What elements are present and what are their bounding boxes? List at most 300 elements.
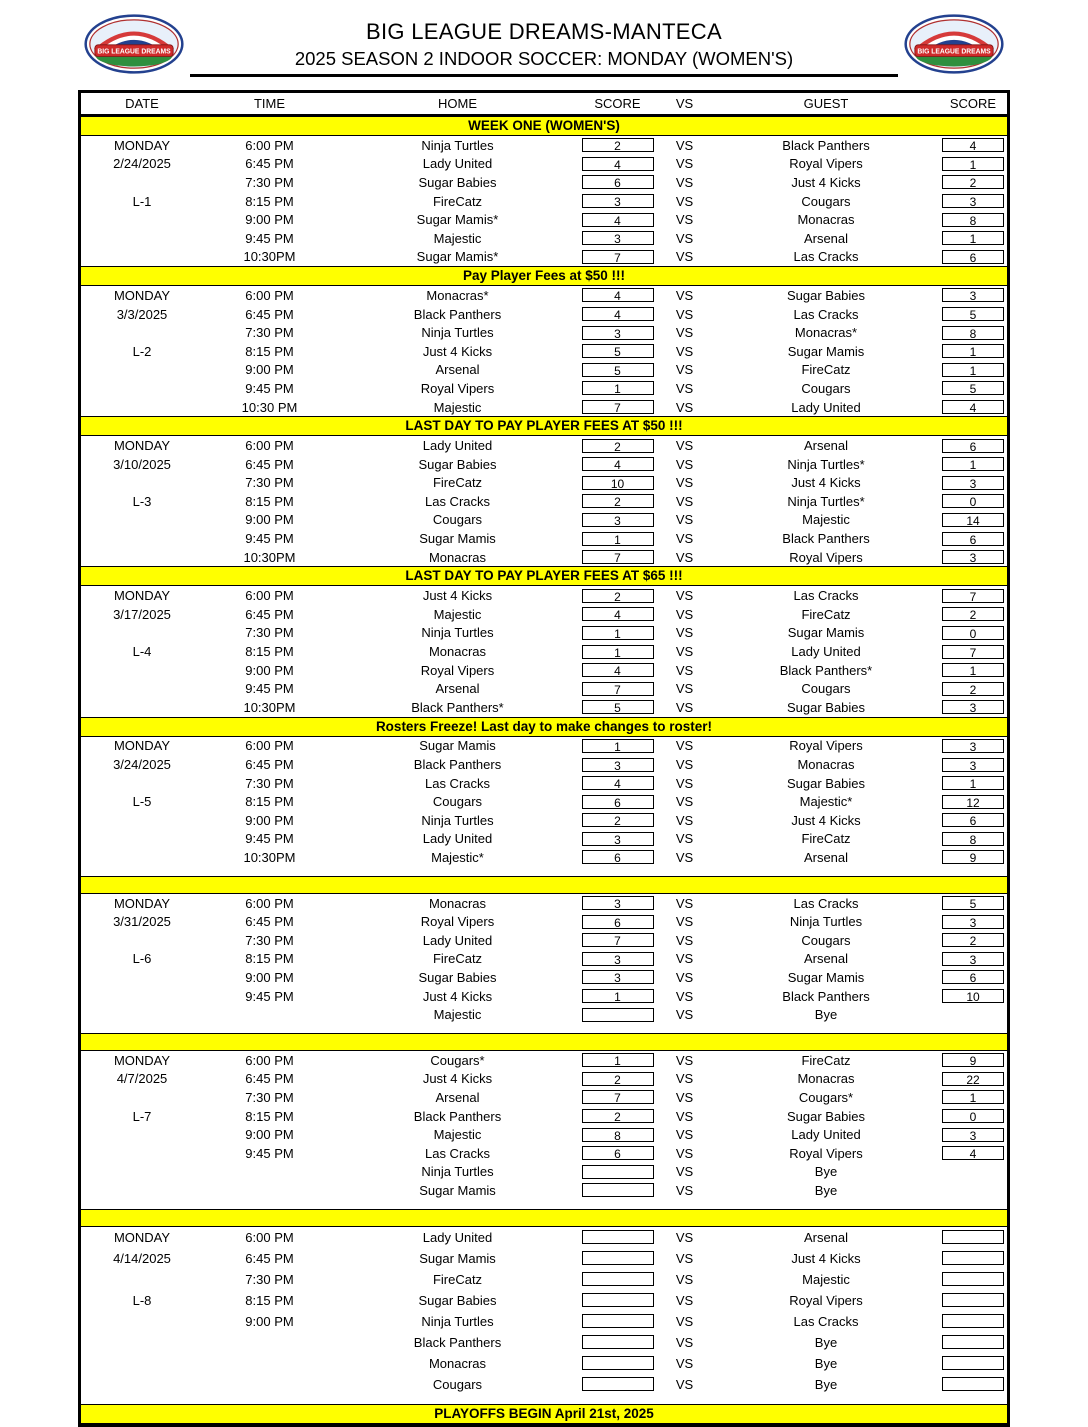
spacer-row bbox=[81, 1200, 1007, 1209]
guest-score-cell bbox=[939, 532, 1007, 546]
home-score-box bbox=[582, 1165, 654, 1179]
date-cell: MONDAY bbox=[113, 137, 171, 153]
guest-score-box: 5 bbox=[942, 307, 1004, 321]
date-cell: MONDAY bbox=[113, 588, 171, 604]
spacer-row bbox=[81, 867, 1007, 876]
home-score-cell bbox=[579, 513, 656, 527]
time-cell: 6:00 PM bbox=[245, 287, 294, 303]
guest-score-cell bbox=[939, 138, 1007, 152]
game-row bbox=[81, 661, 1007, 680]
spacer-row bbox=[81, 1024, 1007, 1033]
col-header-guest: GUEST bbox=[803, 96, 849, 111]
home-team: Las Cracks bbox=[424, 493, 491, 509]
home-score-box: 2 bbox=[582, 1109, 654, 1123]
home-team: Royal Vipers bbox=[420, 662, 495, 678]
home-score-cell bbox=[579, 1251, 656, 1265]
guest-team: Royal Vipers bbox=[789, 1145, 863, 1161]
date-cell: 4/14/2025 bbox=[113, 1250, 171, 1266]
game-row bbox=[81, 155, 1007, 174]
home-score-box: 3 bbox=[582, 513, 654, 527]
home-score-box bbox=[582, 1314, 654, 1328]
time-cell: 6:45 PM bbox=[245, 757, 294, 773]
vs-label: VS bbox=[675, 1052, 694, 1068]
vs-label: VS bbox=[675, 193, 694, 209]
home-score-cell bbox=[579, 400, 656, 414]
guest-score-box: 14 bbox=[942, 513, 1004, 527]
guest-score-box bbox=[942, 1251, 1004, 1265]
date-cell: 3/10/2025 bbox=[113, 456, 171, 472]
home-score-cell bbox=[579, 1008, 656, 1022]
guest-score-cell bbox=[939, 700, 1007, 714]
home-score-cell bbox=[579, 850, 656, 864]
home-score-cell bbox=[579, 970, 656, 984]
home-team: Royal Vipers bbox=[420, 380, 495, 396]
home-team: Black Panthers* bbox=[411, 699, 504, 715]
time-cell: 9:00 PM bbox=[245, 662, 294, 678]
date-cell: L-4 bbox=[132, 644, 152, 660]
time-cell: 8:15 PM bbox=[245, 794, 294, 810]
vs-label: VS bbox=[675, 325, 694, 341]
home-score-box: 7 bbox=[582, 682, 654, 696]
guest-team: Sugar Babies bbox=[786, 1108, 866, 1124]
game-row bbox=[81, 136, 1007, 155]
guest-score-cell bbox=[939, 288, 1007, 302]
vs-label: VS bbox=[675, 914, 694, 930]
vs-label: VS bbox=[675, 512, 694, 528]
playoffs-banner: PLAYOFFS BEGIN April 21st, 2025 bbox=[81, 1404, 1007, 1424]
vs-label: VS bbox=[675, 988, 694, 1004]
time-cell: 8:15 PM bbox=[245, 644, 294, 660]
guest-team: Arsenal bbox=[803, 849, 849, 865]
home-team: Sugar Babies bbox=[418, 174, 497, 190]
home-team: Just 4 Kicks bbox=[422, 588, 493, 604]
guest-team: Just 4 Kicks bbox=[791, 1250, 861, 1266]
guest-team: Monacras bbox=[797, 757, 855, 773]
guest-score-cell bbox=[939, 607, 1007, 621]
date-cell: L-7 bbox=[132, 1108, 152, 1124]
guest-score-box bbox=[942, 1230, 1004, 1244]
home-score-box: 2 bbox=[582, 439, 654, 453]
home-score-cell bbox=[579, 363, 656, 377]
empty-banner bbox=[81, 1033, 1007, 1051]
guest-score-cell bbox=[939, 896, 1007, 910]
time-cell: 6:00 PM bbox=[245, 1052, 294, 1068]
home-team: Ninja Turtles bbox=[421, 812, 494, 828]
time-cell: 6:00 PM bbox=[245, 1229, 294, 1245]
date-cell: MONDAY bbox=[113, 438, 171, 454]
guest-score-box: 3 bbox=[942, 758, 1004, 772]
game-row bbox=[81, 1374, 1007, 1395]
col-header-guest-score: SCORE bbox=[949, 96, 997, 111]
guest-score-box: 7 bbox=[942, 645, 1004, 659]
time-cell: 6:45 PM bbox=[245, 1071, 294, 1087]
home-team: Cougars bbox=[432, 1376, 483, 1392]
home-team: Sugar Mamis bbox=[419, 738, 496, 754]
game-row bbox=[81, 774, 1007, 793]
vs-label: VS bbox=[675, 1007, 694, 1023]
home-score-box: 4 bbox=[582, 607, 654, 621]
guest-score-cell bbox=[939, 1314, 1007, 1328]
home-score-box: 1 bbox=[582, 645, 654, 659]
guest-score-box: 8 bbox=[942, 832, 1004, 846]
game-row bbox=[81, 1332, 1007, 1353]
vs-label: VS bbox=[675, 831, 694, 847]
home-score-box: 1 bbox=[582, 626, 654, 640]
home-score-cell bbox=[579, 682, 656, 696]
guest-score-cell bbox=[939, 513, 1007, 527]
guest-score-box: 9 bbox=[942, 1053, 1004, 1067]
home-score-cell bbox=[579, 952, 656, 966]
guest-score-box: 6 bbox=[942, 970, 1004, 984]
guest-score-cell bbox=[939, 381, 1007, 395]
guest-team: Arsenal bbox=[803, 951, 849, 967]
home-team: Black Panthers bbox=[413, 306, 502, 322]
time-cell: 8:15 PM bbox=[245, 951, 294, 967]
vs-label: VS bbox=[675, 212, 694, 228]
home-score-cell bbox=[579, 344, 656, 358]
time-cell: 6:45 PM bbox=[245, 156, 294, 172]
home-team: Sugar Mamis bbox=[419, 531, 496, 547]
home-score-cell bbox=[579, 175, 656, 189]
game-row bbox=[81, 1005, 1007, 1024]
vs-label: VS bbox=[675, 156, 694, 172]
game-row bbox=[81, 950, 1007, 969]
time-cell: 8:15 PM bbox=[245, 193, 294, 209]
guest-score-cell bbox=[939, 1335, 1007, 1349]
home-score-cell bbox=[579, 915, 656, 929]
game-row bbox=[81, 492, 1007, 511]
game-row bbox=[81, 248, 1007, 267]
date-cell: MONDAY bbox=[113, 738, 171, 754]
guest-score-cell bbox=[939, 795, 1007, 809]
guest-score-cell bbox=[939, 250, 1007, 264]
time-cell: 7:30 PM bbox=[245, 174, 294, 190]
game-row bbox=[81, 1269, 1007, 1290]
week-banner: Rosters Freeze! Last day to make changes to roster! bbox=[81, 717, 1007, 737]
guest-score-box: 2 bbox=[942, 682, 1004, 696]
page-subtitle: 2025 SEASON 2 INDOOR SOCCER: MONDAY (WOMEN'S) bbox=[294, 48, 794, 69]
home-score-cell bbox=[579, 1335, 656, 1349]
guest-score-box bbox=[942, 1293, 1004, 1307]
time-cell: 6:45 PM bbox=[245, 606, 294, 622]
home-score-cell bbox=[579, 532, 656, 546]
stadium-logo-icon bbox=[904, 14, 1004, 74]
vs-label: VS bbox=[675, 625, 694, 641]
week-banner: Pay Player Fees at $50 !!! bbox=[81, 266, 1007, 286]
date-cell: MONDAY bbox=[113, 1052, 171, 1068]
guest-score-box: 5 bbox=[942, 381, 1004, 395]
home-score-box bbox=[582, 1293, 654, 1307]
time-cell: 9:45 PM bbox=[245, 380, 294, 396]
home-score-cell bbox=[579, 896, 656, 910]
home-team: FireCatz bbox=[432, 475, 483, 491]
game-row bbox=[81, 474, 1007, 493]
home-team: Lady United bbox=[422, 932, 493, 948]
home-score-box bbox=[582, 1008, 654, 1022]
home-score-cell bbox=[579, 213, 656, 227]
guest-score-cell bbox=[939, 663, 1007, 677]
game-row bbox=[81, 398, 1007, 417]
guest-team: FireCatz bbox=[801, 1052, 851, 1068]
home-score-box: 3 bbox=[582, 832, 654, 846]
stadium-logo-icon bbox=[84, 14, 184, 74]
home-score-box: 7 bbox=[582, 550, 654, 564]
time-cell: 9:00 PM bbox=[245, 212, 294, 228]
guest-team: Majestic bbox=[802, 1271, 850, 1287]
home-team: Ninja Turtles bbox=[421, 1313, 494, 1329]
time-cell: 7:30 PM bbox=[245, 325, 294, 341]
guest-score-cell bbox=[939, 194, 1007, 208]
vs-label: VS bbox=[675, 137, 694, 153]
week-banner: WEEK ONE (WOMEN'S) bbox=[81, 116, 1007, 136]
guest-team: Lady United bbox=[791, 1127, 861, 1143]
time-cell: 6:00 PM bbox=[245, 137, 294, 153]
home-score-cell bbox=[579, 989, 656, 1003]
home-score-cell bbox=[579, 326, 656, 340]
game-row bbox=[81, 305, 1007, 324]
home-score-box: 4 bbox=[582, 307, 654, 321]
guest-team: Arsenal bbox=[803, 1229, 849, 1245]
home-score-box: 7 bbox=[582, 933, 654, 947]
guest-score-cell bbox=[939, 813, 1007, 827]
guest-team: Monacras* bbox=[794, 325, 858, 341]
time-cell: 6:00 PM bbox=[245, 438, 294, 454]
page-title: BIG LEAGUE DREAMS-MANTECA bbox=[366, 19, 722, 44]
home-team: Sugar Babies bbox=[418, 969, 497, 985]
home-score-cell bbox=[579, 832, 656, 846]
guest-team: Royal Vipers bbox=[789, 156, 863, 172]
date-cell: L-5 bbox=[132, 794, 152, 810]
home-team: Monacras* bbox=[426, 287, 489, 303]
guest-team: Sugar Babies bbox=[786, 775, 866, 791]
time-cell: 7:30 PM bbox=[245, 475, 294, 491]
guest-score-box: 5 bbox=[942, 896, 1004, 910]
guest-score-box: 3 bbox=[942, 952, 1004, 966]
home-score-box: 1 bbox=[582, 532, 654, 546]
guest-score-box: 22 bbox=[942, 1072, 1004, 1086]
game-row bbox=[81, 342, 1007, 361]
guest-team: Arsenal bbox=[803, 438, 849, 454]
vs-label: VS bbox=[675, 681, 694, 697]
home-team: Just 4 Kicks bbox=[422, 343, 493, 359]
col-header-home-score: SCORE bbox=[594, 96, 641, 111]
date-cell: L-2 bbox=[132, 343, 152, 359]
vs-label: VS bbox=[675, 1250, 694, 1266]
guest-score-cell bbox=[939, 626, 1007, 640]
game-row bbox=[81, 642, 1007, 661]
game-row bbox=[81, 361, 1007, 380]
schedule-table bbox=[78, 90, 1010, 1427]
guest-team: Las Cracks bbox=[793, 588, 859, 604]
big-league-dreams-logo-left bbox=[84, 14, 184, 79]
guest-team: Majestic bbox=[802, 512, 850, 528]
home-score-cell bbox=[579, 1230, 656, 1244]
guest-score-box: 1 bbox=[942, 344, 1004, 358]
vs-label: VS bbox=[675, 456, 694, 472]
time-cell: 6:45 PM bbox=[245, 306, 294, 322]
game-row bbox=[81, 1088, 1007, 1107]
guest-score-cell bbox=[939, 933, 1007, 947]
date-cell: 2/24/2025 bbox=[113, 156, 171, 172]
game-row bbox=[81, 455, 1007, 474]
time-cell: 9:00 PM bbox=[245, 969, 294, 985]
home-team: Royal Vipers bbox=[420, 914, 495, 930]
guest-team: Las Cracks bbox=[793, 895, 859, 911]
guest-team: Lady United bbox=[791, 644, 861, 660]
game-row bbox=[81, 548, 1007, 567]
vs-label: VS bbox=[675, 230, 694, 246]
home-score-cell bbox=[579, 250, 656, 264]
home-team: Ninja Turtles bbox=[421, 137, 494, 153]
guest-team: Bye bbox=[814, 1355, 838, 1371]
home-score-box: 6 bbox=[582, 1146, 654, 1160]
time-cell: 6:00 PM bbox=[245, 895, 294, 911]
vs-label: VS bbox=[675, 588, 694, 604]
time-cell: 8:15 PM bbox=[245, 1108, 294, 1124]
game-row bbox=[81, 1227, 1007, 1248]
game-row bbox=[81, 1311, 1007, 1332]
vs-label: VS bbox=[675, 1127, 694, 1143]
guest-team: Black Panthers bbox=[782, 988, 870, 1004]
guest-team: Black Panthers* bbox=[779, 662, 873, 678]
guest-score-cell bbox=[939, 1293, 1007, 1307]
home-score-box: 8 bbox=[582, 1128, 654, 1142]
guest-score-box: 3 bbox=[942, 476, 1004, 490]
game-row bbox=[81, 755, 1007, 774]
vs-label: VS bbox=[675, 549, 694, 565]
time-cell: 7:30 PM bbox=[245, 1271, 294, 1287]
guest-score-box: 0 bbox=[942, 626, 1004, 640]
home-score-cell bbox=[579, 776, 656, 790]
guest-team: Sugar Mamis bbox=[787, 343, 865, 359]
home-score-cell bbox=[579, 1146, 656, 1160]
home-score-cell bbox=[579, 157, 656, 171]
game-row bbox=[81, 737, 1007, 756]
column-header-row bbox=[81, 93, 1007, 116]
vs-label: VS bbox=[675, 362, 694, 378]
home-team: Lady United bbox=[422, 831, 493, 847]
guest-score-box: 3 bbox=[942, 288, 1004, 302]
guest-team: Cougars bbox=[801, 380, 851, 396]
home-score-cell bbox=[579, 138, 656, 152]
home-score-box: 3 bbox=[582, 194, 654, 208]
vs-label: VS bbox=[675, 1182, 694, 1198]
home-team: Majestic bbox=[433, 1127, 482, 1143]
guest-score-cell bbox=[939, 307, 1007, 321]
game-row bbox=[81, 792, 1007, 811]
col-header-home: HOME bbox=[438, 96, 477, 111]
home-score-cell bbox=[579, 231, 656, 245]
vs-label: VS bbox=[675, 699, 694, 715]
guest-score-box: 3 bbox=[942, 915, 1004, 929]
guest-team: Just 4 Kicks bbox=[791, 174, 861, 190]
date-cell: L-6 bbox=[132, 951, 152, 967]
home-score-cell bbox=[579, 813, 656, 827]
home-team: Arsenal bbox=[435, 362, 480, 378]
game-row bbox=[81, 848, 1007, 867]
guest-score-cell bbox=[939, 952, 1007, 966]
date-cell: 3/24/2025 bbox=[113, 757, 171, 773]
vs-label: VS bbox=[675, 1355, 694, 1371]
home-score-cell bbox=[579, 1109, 656, 1123]
home-score-cell bbox=[579, 1072, 656, 1086]
time-cell: 8:15 PM bbox=[245, 1292, 294, 1308]
home-team: Just 4 Kicks bbox=[422, 1071, 493, 1087]
home-team: Monacras bbox=[428, 644, 487, 660]
guest-score-cell bbox=[939, 1128, 1007, 1142]
guest-score-cell bbox=[939, 1053, 1007, 1067]
date-cell: MONDAY bbox=[113, 895, 171, 911]
home-score-box bbox=[582, 1230, 654, 1244]
date-cell: L-8 bbox=[132, 1292, 152, 1308]
guest-score-cell bbox=[939, 550, 1007, 564]
guest-score-box: 3 bbox=[942, 739, 1004, 753]
vs-label: VS bbox=[675, 1145, 694, 1161]
game-row bbox=[81, 1353, 1007, 1374]
guest-score-box bbox=[942, 1377, 1004, 1391]
vs-label: VS bbox=[675, 438, 694, 454]
vs-label: VS bbox=[675, 895, 694, 911]
home-score-box: 6 bbox=[582, 915, 654, 929]
home-score-cell bbox=[579, 758, 656, 772]
home-score-cell bbox=[579, 307, 656, 321]
guest-team: Las Cracks bbox=[793, 306, 859, 322]
guest-team: Arsenal bbox=[803, 230, 849, 246]
game-row bbox=[81, 1181, 1007, 1200]
game-row bbox=[81, 1163, 1007, 1182]
home-score-box: 3 bbox=[582, 326, 654, 340]
guest-score-cell bbox=[939, 989, 1007, 1003]
home-team: Sugar Babies bbox=[418, 456, 497, 472]
week-banner: LAST DAY TO PAY PLAYER FEES AT $65 !!! bbox=[81, 566, 1007, 586]
date-cell: MONDAY bbox=[113, 287, 171, 303]
home-score-cell bbox=[579, 1377, 656, 1391]
guest-score-box bbox=[942, 1356, 1004, 1370]
game-row bbox=[81, 1125, 1007, 1144]
home-team: Monacras bbox=[428, 895, 487, 911]
guest-score-cell bbox=[939, 326, 1007, 340]
guest-score-box: 3 bbox=[942, 1128, 1004, 1142]
home-team: FireCatz bbox=[432, 193, 483, 209]
guest-score-box bbox=[942, 1335, 1004, 1349]
guest-score-cell bbox=[939, 213, 1007, 227]
home-score-box: 7 bbox=[582, 1090, 654, 1104]
home-score-cell bbox=[579, 739, 656, 753]
home-score-cell bbox=[579, 550, 656, 564]
guest-team: Cougars* bbox=[798, 1089, 854, 1105]
home-score-box: 2 bbox=[582, 138, 654, 152]
home-score-cell bbox=[579, 288, 656, 302]
home-score-cell bbox=[579, 439, 656, 453]
game-row bbox=[81, 436, 1007, 455]
home-score-box: 4 bbox=[582, 288, 654, 302]
time-cell: 9:45 PM bbox=[245, 988, 294, 1004]
vs-label: VS bbox=[675, 757, 694, 773]
game-row bbox=[81, 987, 1007, 1006]
guest-team: Sugar Mamis bbox=[787, 625, 865, 641]
guest-score-cell bbox=[939, 589, 1007, 603]
guest-team: Las Cracks bbox=[793, 1313, 859, 1329]
home-score-box: 1 bbox=[582, 739, 654, 753]
home-score-box: 2 bbox=[582, 494, 654, 508]
guest-score-cell bbox=[939, 1272, 1007, 1286]
game-row bbox=[81, 173, 1007, 192]
home-score-cell bbox=[579, 1314, 656, 1328]
vs-label: VS bbox=[675, 775, 694, 791]
guest-score-cell bbox=[939, 1356, 1007, 1370]
col-header-date: DATE bbox=[125, 96, 159, 111]
guest-score-box: 4 bbox=[942, 400, 1004, 414]
